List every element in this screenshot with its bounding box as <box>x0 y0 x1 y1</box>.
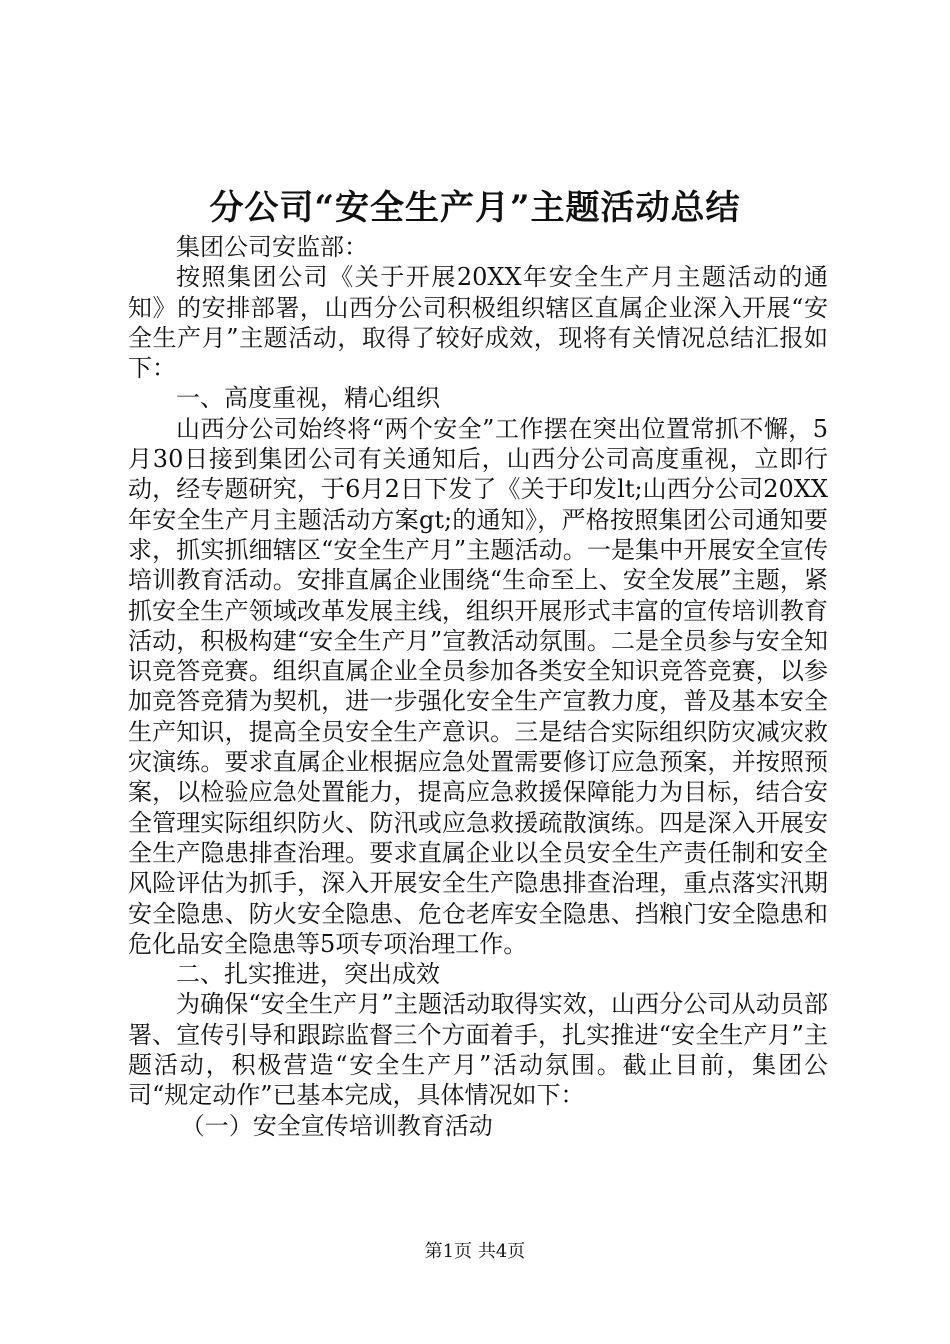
document-body <box>128 232 828 1141</box>
subsection-heading-1: （一）安全宣传培训教育活动 <box>180 1111 493 1140</box>
salutation: 集团公司安监部： <box>176 233 368 261</box>
section-heading-2: 二、扎实推进，突出成效 <box>176 960 440 989</box>
page-footer: 第1页 共4页 <box>424 1241 526 1262</box>
section-paragraph-2: 为确保“安全生产月”主题活动取得实效，山西分公司从动员部署、宣传引导和跟踪监督三个方面着手，扎实推进“安全生产月”主题活动，积极营造“安全生产月”活动氛围。截止目前，集团公司“规定动作”已基本完成，具体情况如下： <box>128 990 828 1110</box>
section-paragraph-1: 山西分公司始终将“两个安全”工作摆在突出位置常抓不懈，5月30日接到集团公司有关通知后，山西分公司高度重视，立即行动，经专题研究，于6月2日下发了《关于印发lt;山西分公司20XX年安全生产月主题活动方案gt;的通知》，严格按照集团公司通知要求，抓实抓细辖区“安全生产月”主题活动。一是集中开展安全宣传培训教育活动。安排直属企业围绕“生命至上、安全发展”主题，紧抓安全生产领域改革发展主线，组织开展形式丰富的宣传培训教育活动，积极构建“安全生产月”宣教活动氛围。二是全员参与安全知识竞答竞赛。组织直属企业全员参加各类安全知识竞答竞赛，以参加竞答竞猜为契机，进一步强化安全生产宣教力度，普及基本安全生产知识，提高全员安全生产意识。三是结合实际组织防灾减灾救灾演练。要求直属企业根据应急处置需要修订应急预案，并按照预案，以检验应急处置能力，提高应急救援保障能力为目标，结合安全管理实际组织防火、防汛或应急救援疏散演练。四是深入开展安全生产隐患排查治理。要求直属企业以全员安全生产责任制和安全风险评估为抓手，深入开展安全生产隐患排查治理，重点落实汛期安全隐患、防火安全隐患、危仓老库安全隐患、挡粮门安全隐患和危化品安全隐患等5项专项治理工作。 <box>128 414 828 958</box>
intro-paragraph: 按照集团公司《关于开展20XX年安全生产月主题活动的通知》的安排部署，山西分公司积极组织辖区直属企业深入开展“安全生产月”主题活动，取得了较好成效，现将有关情况总结汇报如下： <box>128 263 828 383</box>
document-title: 分公司“安全生产月”主题活动总结 <box>209 188 741 228</box>
section-heading-1: 一、高度重视，精心组织 <box>176 384 440 413</box>
